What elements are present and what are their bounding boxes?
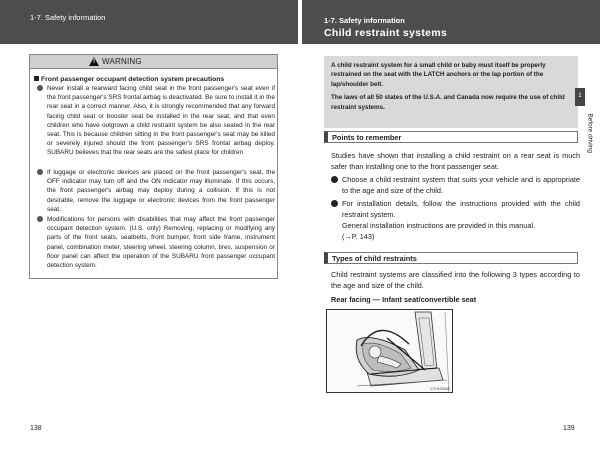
bullet-icon	[37, 85, 43, 91]
warning-label: WARNING	[102, 57, 142, 66]
rear-facing-label: Rear facing — Infant seat/convertible seat	[331, 295, 477, 304]
intro-text: The laws of all 50 states of the U.S.A. and Canada now require the use of child restraint systems.	[331, 94, 565, 111]
bullet-icon	[37, 169, 43, 175]
warning-bullet-text: Never install a rearward facing child seat in the front passenger's seat even if the front passenger's SRS frontal airbag is deactivated. Be sure to install it in the rear seat in a correct manner. Also, it is strongly recommended that any forward facing child seat or booster seat be installed in the rear seat, and that even children who have outgrown a child restraint system be also seated in the rear seat. This is because children sitting in the front passenger's seat may be killed or severely injured should the front passenger's SRS frontal airbag deploy. SUBARU believes that the rear seats are the safest place for children	[47, 85, 275, 157]
warning-bullet-text: Modifications for persons with disabilities that may affect the front passenger occupant detection system. (U.S. only) Removing, replacing or modifying any parts of the front seats, seatbelts, front bumper, front side frame, instrument panel, combination meter, steering wheel, steering column, tires, suspension or floor panel can affect the operation of the SUBARU front passenger occupant detection system.	[47, 216, 275, 270]
right-section-label: 1-7. Safety information	[324, 16, 405, 25]
points-bullet	[331, 174, 580, 196]
left-section-label: 1-7. Safety information	[30, 13, 106, 22]
warning-bullet-text: If luggage or electronic devices are placed on the front passenger's seat, the OFF indicator may turn off and the ON indicator may illuminate. If this occurs, the front passenger's airbag may deploy during a collision. If this is not desirable, remove the luggage or electronic devices from the front passenger seat.	[47, 169, 275, 213]
figure-code: CTH1000A0	[430, 387, 450, 391]
intro-box	[324, 56, 578, 128]
left-page-number: 138	[30, 425, 42, 432]
warning-bullet	[37, 84, 275, 158]
bullet-icon	[331, 200, 338, 207]
types-text: Child restraint systems are classified into the following 3 types according to the age and size of the child.	[331, 270, 580, 290]
page-title: Child restraint systems	[324, 27, 448, 39]
points-bullet	[331, 198, 580, 242]
points-bullet-text: General installation instructions are provided in this manual.	[342, 221, 536, 230]
right-page-header	[302, 0, 600, 44]
bullet-icon	[331, 176, 338, 183]
warning-triangle-icon: !	[89, 57, 99, 66]
bullet-icon	[37, 216, 43, 222]
warning-header	[30, 55, 277, 69]
warning-bullet	[37, 168, 275, 214]
points-heading: Points to remember	[324, 131, 578, 143]
right-page-number: 139	[563, 425, 575, 432]
warning-subheading: Front passenger occupant detection system precautions	[34, 76, 224, 83]
chapter-tab: 1	[575, 88, 585, 106]
points-bullet-text: Choose a child restraint system that suits your vehicle and is appropriate to the age and size of the child.	[342, 175, 580, 195]
points-text: Studies have shown that installing a child restraint on a rear seat is much safer than installing one to the front passenger seat.	[331, 151, 580, 171]
warning-box	[29, 54, 278, 279]
types-heading: Types of child restraints	[324, 252, 578, 264]
left-page-header	[0, 0, 298, 44]
warning-bullet	[37, 215, 275, 270]
chapter-label: Before driving	[586, 113, 594, 153]
page-reference: (→P. 143)	[342, 232, 375, 241]
points-bullet-text: For installation details, follow the instructions provided with the child restraint system.	[342, 199, 580, 219]
intro-text: A child restraint system for a small child or baby must itself be properly restrained on the seat with the LATCH anchors or the lap portion of the lap/shoulder belt.	[331, 62, 546, 88]
infant-seat-drawing	[327, 310, 453, 393]
infant-seat-illustration	[326, 309, 453, 393]
